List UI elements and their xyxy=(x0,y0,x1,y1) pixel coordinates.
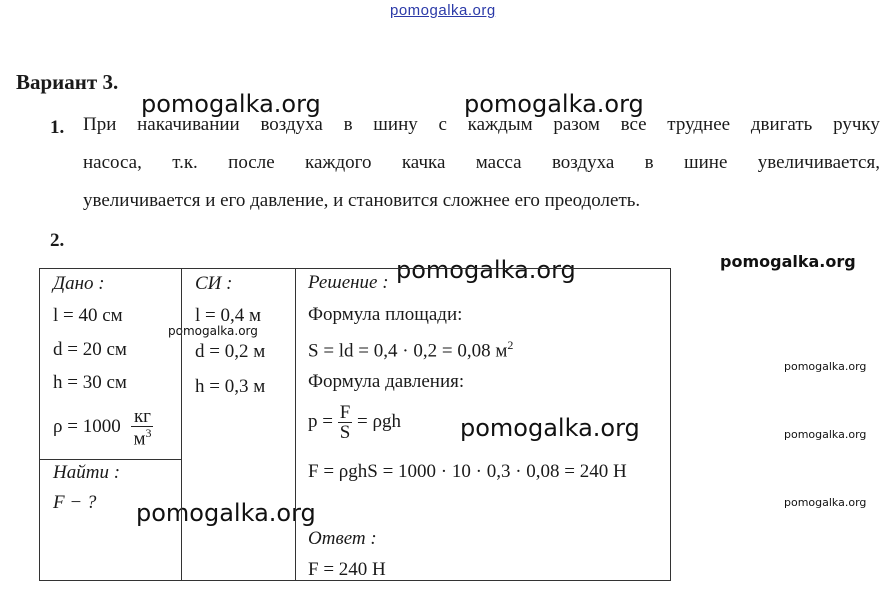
pressure-rhs: = ρgh xyxy=(357,410,401,432)
pressure-formula-label: Формула давления: xyxy=(308,371,465,392)
word: шине xyxy=(683,152,728,173)
find-header: Найти : xyxy=(53,462,121,483)
word: масса xyxy=(475,152,522,173)
word: труднее xyxy=(667,114,731,135)
word: накачивании xyxy=(137,114,240,135)
solution-table xyxy=(39,268,671,581)
watermark: pomogalka.org xyxy=(136,499,316,527)
watermark: pomogalka.org xyxy=(396,256,576,284)
watermark: pomogalka.org xyxy=(141,90,321,118)
word: в xyxy=(644,152,654,173)
given-header: Дано : xyxy=(53,273,105,294)
word: т.к. xyxy=(172,152,198,173)
word: насоса, xyxy=(83,152,142,173)
word: в xyxy=(343,114,353,135)
table-divider xyxy=(295,269,296,580)
pressure-formula xyxy=(308,403,401,442)
area-unit-power: 2 xyxy=(507,338,514,352)
question-1-line-1 xyxy=(83,106,880,144)
area-formula-label: Формула площади: xyxy=(308,304,463,325)
given-length: l = 40 см xyxy=(53,305,123,326)
density-unit-numerator: кг xyxy=(133,406,151,427)
given-height: h = 30 см xyxy=(53,372,127,393)
watermark: pomogalka.org xyxy=(464,90,644,118)
watermark: pomogalka.org xyxy=(784,428,867,441)
force-formula: F = ρghS = 1000 · 10 · 0,3 · 0,08 = 240 Н xyxy=(308,461,627,482)
answer-header: Ответ : xyxy=(308,528,377,549)
variant-heading: Вариант 3. xyxy=(16,70,119,94)
word: увеличивается, xyxy=(757,152,880,173)
density-unit-denominator xyxy=(131,426,153,448)
word: качка xyxy=(401,152,446,173)
density-value: ρ = 1000 xyxy=(53,416,121,438)
pressure-numerator: F xyxy=(339,402,351,423)
watermark: pomogalka.org xyxy=(784,496,867,509)
watermark: pomogalka.org xyxy=(784,360,867,373)
area-formula-text: S = ld = 0,4 · 0,2 = 0,08 м xyxy=(308,340,508,362)
find-force: F − ? xyxy=(53,492,97,513)
word: каждого xyxy=(305,152,372,173)
word: разом xyxy=(553,114,600,135)
question-1-text xyxy=(83,106,880,220)
si-width: d = 0,2 м xyxy=(195,341,266,362)
question-1-number: 1. xyxy=(50,117,65,138)
top-watermark-link[interactable]: pomogalka.org xyxy=(390,2,496,19)
word: шину xyxy=(373,114,418,135)
question-1-line-3: увеличивается и его давление, и становится сложнее его преодолеть. xyxy=(83,190,641,211)
density-unit-power: 3 xyxy=(145,426,152,440)
word: все xyxy=(620,114,647,135)
table-divider xyxy=(40,459,181,460)
solution-header: Решение : xyxy=(308,272,389,293)
area-formula xyxy=(308,338,513,362)
watermark: pomogalka.org xyxy=(720,252,856,271)
si-length: l = 0,4 м xyxy=(195,305,262,326)
table-divider xyxy=(181,269,182,580)
word: При xyxy=(83,114,117,135)
pressure-denominator: S xyxy=(339,422,351,443)
pressure-lhs: p = xyxy=(308,410,333,432)
watermark: pomogalka.org xyxy=(460,414,640,442)
si-header: СИ : xyxy=(195,273,233,294)
word: двигать xyxy=(750,114,813,135)
word: каждым xyxy=(467,114,533,135)
word: ручку xyxy=(833,114,880,135)
answer-value: F = 240 Н xyxy=(308,559,386,580)
word: воздуха xyxy=(260,114,323,135)
density-unit xyxy=(131,407,153,448)
word: с xyxy=(438,114,447,135)
word: воздуха xyxy=(551,152,615,173)
watermark: pomogalka.org xyxy=(168,324,258,338)
word: после xyxy=(228,152,275,173)
pressure-fraction xyxy=(338,403,353,442)
given-density xyxy=(53,407,153,448)
question-1-line-2 xyxy=(83,144,880,182)
given-width: d = 20 см xyxy=(53,339,127,360)
si-height: h = 0,3 м xyxy=(195,376,266,397)
question-2-number: 2. xyxy=(50,230,65,251)
density-unit-base: м xyxy=(133,428,146,450)
